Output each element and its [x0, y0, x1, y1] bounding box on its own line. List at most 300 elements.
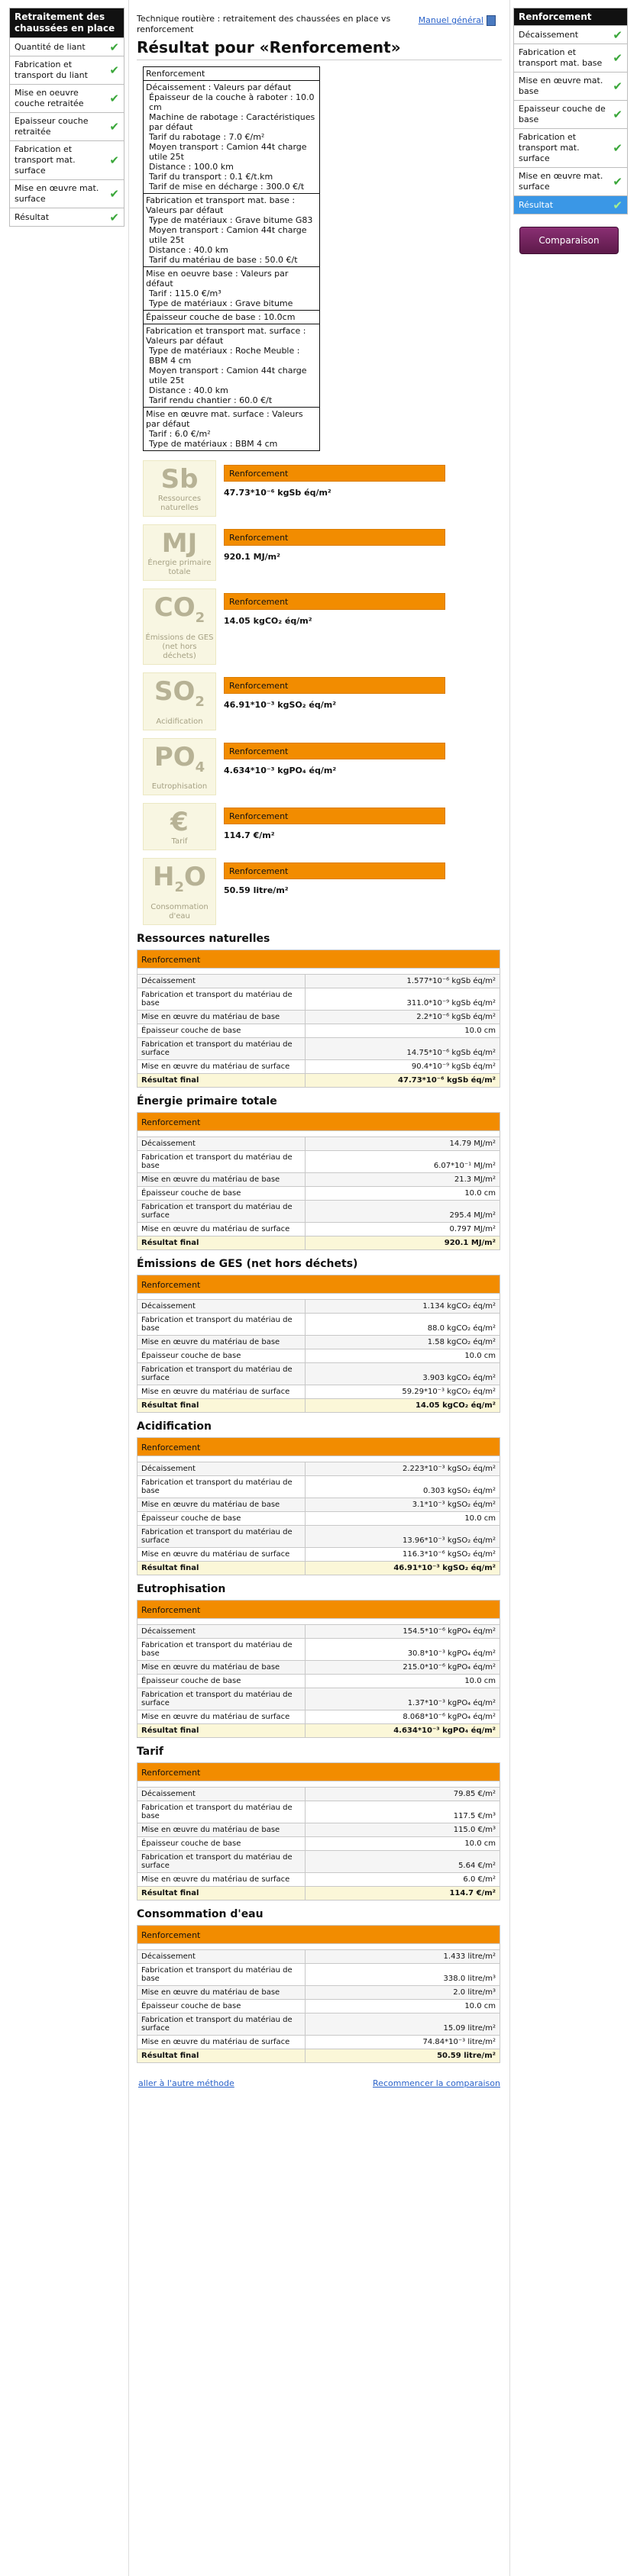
row-value: 10.0 cm — [306, 1675, 500, 1688]
right-nav-item[interactable] — [514, 25, 627, 44]
table-row — [137, 1385, 500, 1399]
indicator-bar: Renforcement — [224, 593, 445, 610]
left-nav-item[interactable] — [10, 84, 124, 112]
row-value: 2.223*10⁻³ kgSO₂ éq/m² — [306, 1462, 500, 1476]
row-value: 117.5 €/m³ — [306, 1801, 500, 1823]
row-label: Épaisseur couche de base — [137, 1837, 306, 1851]
table-row — [137, 1137, 500, 1151]
indicator-bar: Renforcement — [224, 465, 445, 482]
row-value: 15.09 litre/m² — [306, 2013, 500, 2036]
param-line: Moyen transport : Camion 44t charge utile 25t — [149, 225, 307, 245]
table-header-row — [137, 950, 500, 969]
param-line: Tarif du transport : 0.1 €/t.km — [149, 172, 273, 182]
row-value: 3.903 kgCO₂ éq/m² — [306, 1363, 500, 1385]
row-value: 10.0 cm — [306, 1349, 500, 1363]
indicator-result — [224, 738, 445, 775]
indicator-bar: Renforcement — [224, 862, 445, 879]
table-row — [137, 2000, 500, 2013]
table-header-row — [137, 1113, 500, 1131]
row-value: 2.0 litre/m³ — [306, 1986, 500, 2000]
check-icon: ✔ — [109, 153, 119, 167]
indicator-symbol-sub: 2 — [195, 609, 205, 626]
final-value: 14.05 kgCO₂ éq/m² — [306, 1399, 500, 1413]
indicator-bar: Renforcement — [224, 743, 445, 759]
indicator-symbol — [145, 528, 214, 559]
row-value: 74.84*10⁻³ litre/m² — [306, 2036, 500, 2049]
right-nav-item-label[interactable]: Résultat — [519, 199, 554, 210]
table-header: Renforcement — [137, 1438, 500, 1456]
row-value: 10.0 cm — [306, 1837, 500, 1851]
param-line: Type de matériaux : Grave bitume — [149, 298, 293, 308]
table-row — [137, 1639, 500, 1661]
row-value: 311.0*10⁻⁹ kgSb éq/m² — [306, 988, 500, 1011]
param-block-title: Fabrication et transport mat. base : Valeurs par défaut — [146, 195, 296, 215]
check-icon: ✔ — [109, 120, 119, 134]
indicator-bar: Renforcement — [224, 677, 445, 694]
param-line: Tarif de mise en décharge : 300.0 €/t — [149, 182, 305, 192]
final-value: 50.59 litre/m² — [306, 2049, 500, 2063]
indicator-result — [224, 588, 445, 626]
left-nav-item[interactable] — [10, 140, 124, 179]
left-nav-item[interactable] — [10, 179, 124, 208]
row-value: 1.37*10⁻³ kgPO₄ éq/m² — [306, 1688, 500, 1710]
section-title: Acidification — [137, 1420, 212, 1433]
final-value: 114.7 €/m² — [306, 1887, 500, 1901]
row-value: 0.303 kgSO₂ éq/m² — [306, 1476, 500, 1498]
right-nav-item-label[interactable]: Mise en œuvre mat. surface — [519, 171, 603, 192]
row-label: Mise en œuvre du matériau de surface — [137, 1223, 306, 1236]
param-line: Distance : 40.0 km — [149, 245, 228, 255]
table-header: Renforcement — [137, 1113, 500, 1131]
result-table — [137, 1112, 500, 1250]
row-label: Mise en œuvre du matériau de surface — [137, 1710, 306, 1724]
row-value: 14.75*10⁻⁶ kgSb éq/m² — [306, 1038, 500, 1060]
table-row — [137, 1823, 500, 1837]
left-nav-item-label[interactable]: Résultat — [15, 211, 50, 222]
section-title: Eutrophisation — [137, 1583, 226, 1596]
table-row — [137, 1336, 500, 1349]
indicator-value: 920.1 MJ/m² — [224, 552, 280, 562]
result-table — [137, 1762, 500, 1901]
indicator-bar: Renforcement — [224, 808, 445, 824]
indicator-symbol-main: Sb — [160, 464, 199, 495]
main-content — [128, 0, 510, 2576]
final-label: Résultat final — [137, 2049, 306, 2063]
table-header: Renforcement — [137, 1275, 500, 1294]
indicator-row — [143, 524, 502, 581]
table-row — [137, 1363, 500, 1385]
indicator-symbol-sub: 2 — [174, 879, 185, 896]
row-value: 1.433 litre/m² — [306, 1950, 500, 1964]
right-nav-item-label[interactable]: Décaissement — [519, 29, 579, 40]
indicator-result — [224, 803, 445, 840]
row-label: Épaisseur couche de base — [137, 2000, 306, 2013]
param-line: Type de matériaux : Grave bitume G83 — [149, 215, 313, 225]
table-row — [137, 1675, 500, 1688]
row-value: 115.0 €/m³ — [306, 1823, 500, 1837]
row-label: Fabrication et transport du matériau de surface — [137, 1201, 306, 1223]
indicator-symbol-sub: 4 — [195, 759, 205, 775]
comparison-button[interactable]: Comparaison — [519, 227, 619, 254]
row-value: 0.797 MJ/m² — [306, 1223, 500, 1236]
param-block — [144, 267, 319, 311]
row-label: Mise en œuvre du matériau de base — [137, 1336, 306, 1349]
final-row — [137, 1724, 500, 1738]
section-title: Consommation d'eau — [137, 1908, 264, 1921]
table-row — [137, 1173, 500, 1187]
right-nav-item[interactable] — [514, 44, 627, 72]
row-value: 8.068*10⁻⁶ kgPO₄ éq/m² — [306, 1710, 500, 1724]
result-section — [137, 933, 502, 1088]
result-table — [137, 1437, 500, 1575]
table-header-row — [137, 1275, 500, 1294]
row-value: 154.5*10⁻⁶ kgPO₄ éq/m² — [306, 1625, 500, 1639]
table-header: Renforcement — [137, 1926, 500, 1944]
table-row — [137, 1964, 500, 1986]
table-spacer — [137, 1131, 500, 1137]
table-row — [137, 2036, 500, 2049]
row-label: Décaissement — [137, 1300, 306, 1314]
indicator-result — [224, 524, 445, 562]
check-icon: ✔ — [613, 27, 622, 42]
indicator-row — [143, 588, 502, 665]
indicator-symbol-sub: 2 — [195, 693, 205, 710]
check-icon: ✔ — [109, 40, 119, 54]
table-row — [137, 1187, 500, 1201]
row-value: 1.577*10⁻⁶ kgSb éq/m² — [306, 975, 500, 988]
table-row — [137, 1314, 500, 1336]
so2-icon — [143, 672, 216, 730]
final-label: Résultat final — [137, 1562, 306, 1575]
indicator-symbol-tail: O — [184, 862, 206, 893]
water-icon — [143, 858, 216, 925]
left-nav-item-label[interactable]: Mise en œuvre mat. surface — [15, 183, 99, 204]
indicator-label: Eutrophisation — [151, 782, 208, 791]
table-spacer — [137, 1944, 500, 1950]
indicator-symbol — [145, 592, 214, 634]
indicator-row — [143, 672, 502, 730]
params-box — [143, 66, 320, 451]
row-label: Fabrication et transport du matériau de base — [137, 1801, 306, 1823]
table-row — [137, 1201, 500, 1223]
book-icon[interactable] — [487, 15, 496, 26]
table-row — [137, 1801, 500, 1823]
table-spacer-row — [137, 1781, 500, 1788]
indicator-result — [224, 672, 445, 710]
row-label: Mise en œuvre du matériau de surface — [137, 1873, 306, 1887]
row-value: 88.0 kgCO₂ éq/m² — [306, 1314, 500, 1336]
row-value: 59.29*10⁻³ kgCO₂ éq/m² — [306, 1385, 500, 1399]
left-nav-item-label[interactable]: Mise en oeuvre couche retraitée — [15, 88, 84, 108]
row-value: 338.0 litre/m³ — [306, 1964, 500, 1986]
param-line: Épaisseur de la couche à raboter : 10.0 cm — [149, 92, 315, 112]
row-label: Décaissement — [137, 1462, 306, 1476]
final-row — [137, 1887, 500, 1901]
table-row — [137, 1349, 500, 1363]
po4-icon — [143, 738, 216, 796]
check-icon: ✔ — [613, 198, 622, 212]
table-row — [137, 2013, 500, 2036]
left-nav-item[interactable] — [10, 112, 124, 140]
table-row — [137, 1548, 500, 1562]
table-row — [137, 1498, 500, 1512]
table-header-row — [137, 1763, 500, 1781]
row-label: Décaissement — [137, 1950, 306, 1964]
left-nav-item[interactable] — [10, 56, 124, 84]
section-title: Émissions de GES (net hors déchets) — [137, 1258, 358, 1271]
co2-icon — [143, 588, 216, 665]
row-value: 5.64 €/m² — [306, 1851, 500, 1873]
params-head: Renforcement — [144, 67, 319, 81]
section-title: Ressources naturelles — [137, 933, 270, 946]
param-line: Moyen transport : Camion 44t charge utile 25t — [149, 142, 307, 162]
indicator-label: Tarif — [171, 837, 188, 846]
row-label: Fabrication et transport du matériau de base — [137, 1964, 306, 1986]
right-step-nav — [513, 8, 628, 214]
right-nav-item-label[interactable]: Mise en œuvre mat. base — [519, 76, 603, 96]
table-row — [137, 1625, 500, 1639]
param-block-title: Mise en œuvre mat. surface : Valeurs par défaut — [146, 409, 303, 429]
table-row — [137, 1462, 500, 1476]
indicator-value: 47.73*10⁻⁶ kgSb éq/m² — [224, 488, 331, 498]
other-method-link[interactable]: aller à l'autre méthode — [138, 2078, 234, 2089]
table-spacer — [137, 969, 500, 975]
row-label: Mise en œuvre du matériau de base — [137, 1498, 306, 1512]
param-line: Distance : 100.0 km — [149, 162, 234, 172]
table-row — [137, 1151, 500, 1173]
manual-link[interactable] — [419, 15, 496, 26]
row-label: Mise en œuvre du matériau de surface — [137, 2036, 306, 2049]
row-value: 3.1*10⁻³ kgSO₂ éq/m² — [306, 1498, 500, 1512]
indicator-row — [143, 738, 502, 796]
table-header-row — [137, 1438, 500, 1456]
check-icon: ✔ — [613, 141, 622, 155]
indicator-value: 46.91*10⁻³ kgSO₂ éq/m² — [224, 699, 337, 710]
row-label: Mise en œuvre du matériau de surface — [137, 1385, 306, 1399]
table-row — [137, 1476, 500, 1498]
row-value: 10.0 cm — [306, 1024, 500, 1038]
left-nav-item-label[interactable]: Fabrication et transport du liant — [15, 60, 88, 80]
right-nav-item[interactable] — [514, 128, 627, 167]
table-row — [137, 1873, 500, 1887]
row-label: Décaissement — [137, 975, 306, 988]
indicator-symbol-main: € — [170, 807, 189, 838]
row-label: Épaisseur couche de base — [137, 1024, 306, 1038]
result-table — [137, 1600, 500, 1738]
result-table — [137, 1275, 500, 1413]
row-label: Mise en œuvre du matériau de base — [137, 1986, 306, 2000]
table-header-row — [137, 1926, 500, 1944]
left-step-nav — [9, 8, 124, 227]
row-value: 79.85 €/m² — [306, 1788, 500, 1801]
param-block-title: Épaisseur couche de base : 10.0cm — [146, 312, 296, 322]
check-icon: ✔ — [613, 108, 622, 121]
indicator-result — [224, 858, 445, 895]
indicator-value: 50.59 litre/m² — [224, 885, 289, 896]
row-label: Épaisseur couche de base — [137, 1675, 306, 1688]
result-section — [137, 1095, 502, 1250]
indicator-label: Émissions de GES (net hors déchets) — [145, 633, 214, 660]
right-nav-item-label[interactable]: Fabrication et transport mat. base — [519, 47, 603, 68]
row-value: 10.0 cm — [306, 1187, 500, 1201]
technique-line — [137, 0, 502, 35]
indicator-value: 4.634*10⁻³ kgPO₄ éq/m² — [224, 765, 337, 775]
indicator-row — [143, 803, 502, 850]
param-block — [144, 311, 319, 324]
right-nav-item[interactable] — [514, 195, 627, 214]
indicator-list — [143, 460, 502, 925]
table-spacer — [137, 1781, 500, 1788]
left-nav-item-label[interactable]: Fabrication et transport mat. surface — [15, 144, 76, 176]
final-label: Résultat final — [137, 1399, 306, 1413]
table-row — [137, 988, 500, 1011]
table-row — [137, 1837, 500, 1851]
indicator-symbol-main: CO — [154, 592, 196, 623]
table-row — [137, 1688, 500, 1710]
row-value: 215.0*10⁻⁶ kgPO₄ éq/m² — [306, 1661, 500, 1675]
row-label: Fabrication et transport du matériau de base — [137, 1639, 306, 1661]
right-nav-item[interactable] — [514, 167, 627, 195]
bottom-links — [137, 2078, 502, 2088]
check-icon: ✔ — [109, 92, 119, 105]
row-label: Fabrication et transport du matériau de surface — [137, 1363, 306, 1385]
left-nav-title: Retraitement des chaussées en place — [10, 8, 124, 37]
table-row — [137, 1011, 500, 1024]
row-label: Fabrication et transport du matériau de base — [137, 1476, 306, 1498]
final-value: 4.634*10⁻³ kgPO₄ éq/m² — [306, 1724, 500, 1738]
indicator-symbol — [145, 862, 214, 903]
indicator-result — [224, 460, 445, 498]
param-line: Type de matériaux : BBM 4 cm — [149, 439, 278, 449]
right-nav-item[interactable] — [514, 100, 627, 128]
table-row — [137, 1851, 500, 1873]
table-row — [137, 1950, 500, 1964]
row-label: Fabrication et transport du matériau de surface — [137, 2013, 306, 2036]
energy-icon — [143, 524, 216, 581]
table-header: Renforcement — [137, 1763, 500, 1781]
result-section — [137, 1258, 502, 1413]
indicator-value: 14.05 kgCO₂ éq/m² — [224, 616, 312, 626]
table-row — [137, 1300, 500, 1314]
table-row — [137, 975, 500, 988]
param-line: Tarif du matériau de base : 50.0 €/t — [149, 255, 298, 265]
final-value: 46.91*10⁻³ kgSO₂ éq/m² — [306, 1562, 500, 1575]
row-label: Fabrication et transport du matériau de base — [137, 988, 306, 1011]
row-value: 6.0 €/m² — [306, 1873, 500, 1887]
row-value: 6.07*10⁻¹ MJ/m² — [306, 1151, 500, 1173]
indicator-label: Énergie primaire totale — [147, 559, 212, 576]
row-label: Mise en œuvre du matériau de base — [137, 1011, 306, 1024]
row-label: Fabrication et transport du matériau de base — [137, 1151, 306, 1173]
row-value: 90.4*10⁻⁹ kgSb éq/m² — [306, 1060, 500, 1074]
manual-link-label[interactable]: Manuel général — [418, 15, 483, 25]
left-nav-item[interactable] — [10, 208, 124, 226]
check-icon: ✔ — [109, 187, 119, 201]
row-label: Mise en œuvre du matériau de base — [137, 1173, 306, 1187]
result-table — [137, 1925, 500, 2063]
row-value: 13.96*10⁻³ kgSO₂ éq/m² — [306, 1526, 500, 1548]
left-nav-item[interactable] — [10, 37, 124, 56]
table-header: Renforcement — [137, 1601, 500, 1619]
result-tables — [137, 933, 502, 2063]
row-value: 2.2*10⁻⁶ kgSb éq/m² — [306, 1011, 500, 1024]
row-label: Décaissement — [137, 1788, 306, 1801]
result-section — [137, 1746, 502, 1901]
row-value: 116.3*10⁻⁶ kgSO₂ éq/m² — [306, 1548, 500, 1562]
param-line: Type de matériaux : Roche Meuble : BBM 4 cm — [149, 346, 300, 366]
indicator-row — [143, 460, 502, 517]
indicator-symbol — [145, 676, 214, 717]
indicator-value: 114.7 €/m² — [224, 830, 275, 841]
row-label: Fabrication et transport du matériau de surface — [137, 1851, 306, 1873]
final-label: Résultat final — [137, 1236, 306, 1250]
table-row — [137, 1223, 500, 1236]
indicator-symbol — [145, 742, 214, 783]
table-row — [137, 1661, 500, 1675]
table-row — [137, 1024, 500, 1038]
table-spacer-row — [137, 1944, 500, 1950]
technique-label: Technique routière : retraitement des chaussées en place vs renforcement — [137, 14, 391, 34]
indicator-symbol-main: SO — [154, 675, 196, 707]
row-value: 295.4 MJ/m² — [306, 1201, 500, 1223]
indicator-symbol — [145, 807, 214, 837]
result-section — [137, 1908, 502, 2063]
section-title: Énergie primaire totale — [137, 1095, 277, 1108]
check-icon: ✔ — [613, 175, 622, 189]
right-nav-item-label[interactable]: Fabrication et transport mat. surface — [519, 132, 580, 163]
indicator-row — [143, 858, 502, 925]
result-section — [137, 1420, 502, 1575]
final-value: 47.73*10⁻⁶ kgSb éq/m² — [306, 1074, 500, 1088]
right-nav-item[interactable] — [514, 72, 627, 100]
right-nav-title: Renforcement — [514, 8, 627, 25]
page-title: Résultat pour «Renforcement» — [137, 38, 502, 60]
indicator-symbol-main: H — [153, 862, 175, 893]
row-label: Fabrication et transport du matériau de surface — [137, 1526, 306, 1548]
param-line: Distance : 40.0 km — [149, 385, 228, 395]
table-spacer-row — [137, 1619, 500, 1625]
left-nav-item-label[interactable]: Quantité de liant — [15, 41, 86, 52]
param-block — [144, 324, 319, 408]
row-label: Épaisseur couche de base — [137, 1349, 306, 1363]
param-line: Machine de rabotage : Caractéristiques par défaut — [149, 112, 315, 132]
left-nav-item-label[interactable]: Epaisseur couche retraitée — [15, 116, 89, 137]
param-line: Moyen transport : Camion 44t charge utile 25t — [149, 366, 307, 385]
row-value: 14.79 MJ/m² — [306, 1137, 500, 1151]
table-row — [137, 1986, 500, 2000]
row-value: 30.8*10⁻³ kgPO₄ éq/m² — [306, 1639, 500, 1661]
restart-comparison-link[interactable]: Recommencer la comparaison — [373, 2078, 500, 2089]
right-nav-item-label[interactable]: Epaisseur couche de base — [519, 104, 606, 124]
row-label: Fabrication et transport du matériau de surface — [137, 1038, 306, 1060]
table-header-row — [137, 1601, 500, 1619]
row-label: Mise en œuvre du matériau de base — [137, 1661, 306, 1675]
final-label: Résultat final — [137, 1074, 306, 1088]
row-label: Mise en œuvre du matériau de surface — [137, 1060, 306, 1074]
row-value: 21.3 MJ/m² — [306, 1173, 500, 1187]
final-row — [137, 1562, 500, 1575]
row-value: 10.0 cm — [306, 2000, 500, 2013]
section-title: Tarif — [137, 1746, 163, 1759]
table-header: Renforcement — [137, 950, 500, 969]
row-label: Fabrication et transport du matériau de base — [137, 1314, 306, 1336]
indicator-bar: Renforcement — [224, 529, 445, 546]
table-row — [137, 1038, 500, 1060]
table-spacer — [137, 1456, 500, 1462]
param-line: Tarif : 6.0 €/m² — [149, 429, 211, 439]
check-icon: ✔ — [109, 63, 119, 77]
table-row — [137, 1788, 500, 1801]
